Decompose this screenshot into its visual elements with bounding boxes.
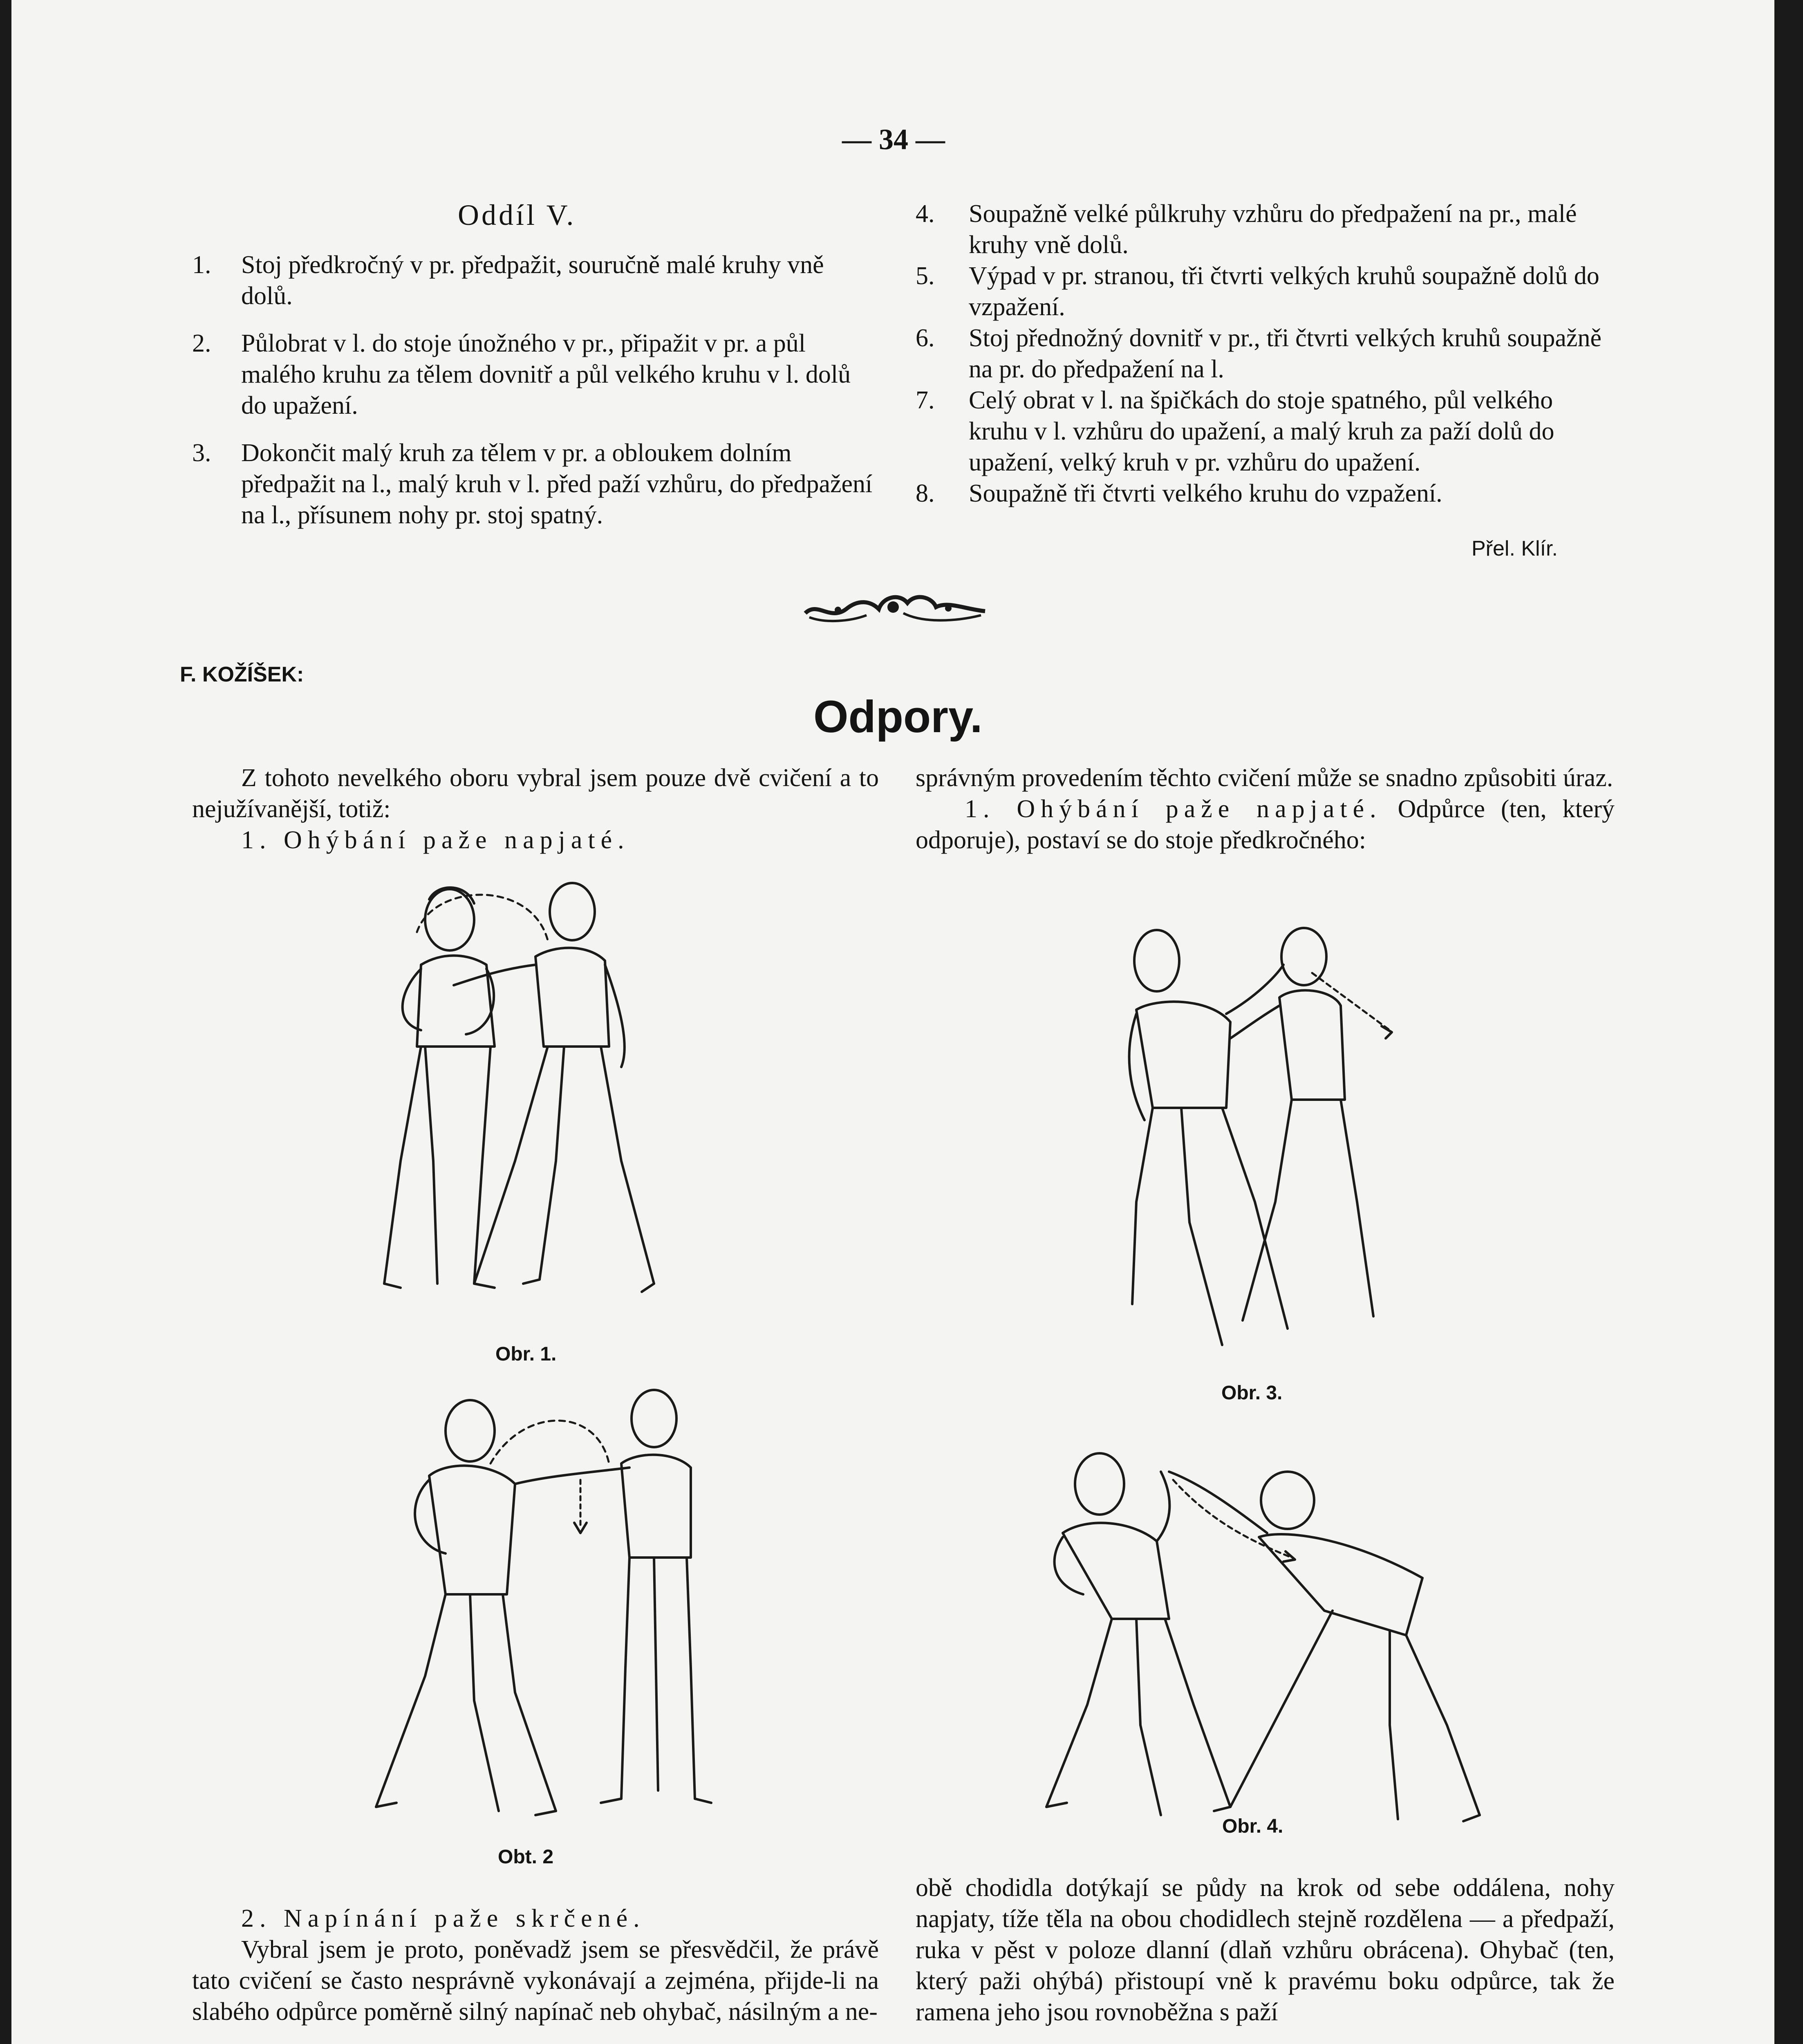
figure-4-illustration-icon — [1038, 1439, 1500, 1840]
item-text: Stoj předkročný v pr. předpažit, souručně malé kruhy vně dolů. — [241, 251, 824, 310]
exercise-1-label: 1. Ohýbání paže napjaté. — [241, 826, 630, 854]
ornament-divider-icon — [801, 585, 989, 634]
figure-1-caption: Obr. 1. — [495, 1343, 557, 1365]
article-title: Odpory. — [813, 692, 983, 742]
figure-2 — [352, 1382, 719, 1831]
figure-1-illustration-icon — [360, 875, 670, 1325]
item-number: 7. — [916, 386, 935, 414]
exercise-1-paragraph — [916, 793, 1615, 856]
section-left-list — [192, 249, 879, 547]
figure-2-illustration-icon — [352, 1382, 719, 1831]
item-number: 1. — [192, 251, 211, 279]
scan-border-right — [1774, 0, 1803, 2044]
list-item — [192, 249, 879, 312]
figure-3-illustration-icon — [1120, 916, 1406, 1365]
list-item — [916, 323, 1615, 385]
article-right-top — [916, 762, 1615, 856]
figure-4 — [1038, 1439, 1500, 1840]
item-number: 2. — [192, 329, 211, 357]
item-number: 3. — [192, 439, 211, 467]
article-author: F. KOŽÍŠEK: — [180, 663, 304, 686]
article-right-bottom — [916, 1872, 1615, 2028]
reason-paragraph: Vybral jsem je proto, poněvadž jsem se přesvědčil, že právě tato cvičení se často nesprávně vykonávají a zejména, přijde-li na slabého odpůrce poměrně silný napínač neb ohybač, násilným a ne- — [192, 1936, 879, 2026]
scan-border-left — [0, 0, 11, 2044]
list-item — [916, 478, 1615, 509]
item-number: 8. — [916, 480, 935, 507]
article-left-bottom — [192, 1903, 879, 2027]
section-title: Oddíl V. — [458, 199, 576, 231]
page-number: — 34 — — [842, 123, 945, 156]
figure-2-caption: Obt. 2 — [498, 1846, 554, 1868]
exercise-1-text: Odpůrce (ten, který odporuje), postaví se do stoje předkročného: — [916, 795, 1615, 854]
exercise-2-label: 2. Napínání paže skrčené. — [241, 1905, 645, 1932]
list-item — [916, 260, 1615, 323]
list-item — [916, 198, 1615, 260]
figure-3 — [1120, 916, 1406, 1365]
list-item — [192, 328, 879, 421]
item-text: Půlobrat v l. do stoje únožného v pr., připažit v pr. a půl malého kruhu za tělem dovnitř a půl velkého kruhu v l. dolů do upažení. — [241, 329, 851, 419]
list-item — [916, 385, 1615, 478]
figure-1 — [360, 875, 670, 1325]
translator-signature: Přel. Klír. — [1472, 537, 1558, 560]
item-text: Dokončit malý kruh za tělem v pr. a obloukem dolním předpažit na l., malý kruh v l. před paží vzhůru, do předpažení na l., přísunem nohy pr. stoj spatný. — [241, 439, 873, 529]
list-item — [192, 437, 879, 531]
item-text: Soupažně velké půlkruhy vzhůru do předpažení na pr., malé kruhy vně dolů. — [969, 200, 1577, 259]
exercise-1-label-right: 1. Ohýbání paže napjaté. — [965, 795, 1382, 823]
continuation-paragraph: správným provedením těchto cvičení může se snadno způsobiti úraz. — [916, 764, 1613, 792]
intro-paragraph: Z tohoto nevelkého oboru vybral jsem pouze dvě cvičení a to nejužívanější, totiž: — [192, 764, 879, 823]
item-text: Výpad v pr. stranou, tři čtvrti velkých kruhů soupažně dolů do vzpažení. — [969, 262, 1599, 321]
article-intro — [192, 762, 879, 856]
item-text: Soupažně tři čtvrti velkého kruhu do vzpažení. — [969, 480, 1442, 507]
figure-3-caption: Obr. 3. — [1221, 1382, 1283, 1404]
figure-4-caption: Obr. 4. — [1222, 1815, 1283, 1837]
item-number: 4. — [916, 200, 935, 228]
instruction-paragraph: obě chodidla dotýkají se půdy na krok od sebe oddálena, nohy napjaty, tíže těla na obou chodidlech stejně rozdělena — a předpaží, ruka v pěst v poloze dlanní (dlaň vzhůru obrácena). Ohybač (ten, který paži ohýbá) přistoupí vně k pravému boku odpůrce, tak že ramena jeho jsou rovnoběžna s paží — [916, 1874, 1615, 2026]
item-text: Celý obrat v l. na špičkách do stoje spatného, půl velkého kruhu v l. vzhůru do upažení, a malý kruh za paží dolů do upažení, velký kruh v pr. vzhůru do upažení. — [969, 386, 1554, 476]
section-right-list — [916, 198, 1615, 509]
item-text: Stoj přednožný dovnitř v pr., tři čtvrti velkých kruhů soupažně na pr. do předpažení na l. — [969, 324, 1601, 383]
item-number: 6. — [916, 324, 935, 352]
item-number: 5. — [916, 262, 935, 290]
